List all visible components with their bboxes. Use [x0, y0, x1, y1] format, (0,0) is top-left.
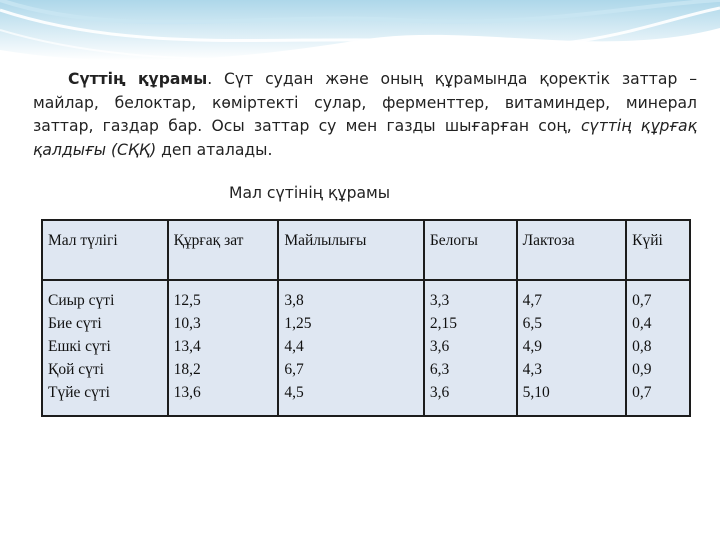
- header-cell: Лактоза: [517, 220, 627, 280]
- table-cell: 1,25: [284, 315, 312, 332]
- table-cell: Түйе сүті: [48, 384, 110, 401]
- milk-composition-table: [41, 219, 691, 417]
- table-cell: 10,3: [173, 315, 201, 332]
- table-cell: 4,9: [522, 338, 542, 355]
- table-header-row: [42, 220, 690, 280]
- protein-column: [424, 280, 517, 416]
- ash-column: [626, 280, 690, 416]
- table-cell: 0,7: [632, 384, 652, 401]
- table-cell: 0,7: [632, 292, 652, 309]
- header-cell: Құрғақ зат: [168, 220, 279, 280]
- table-cell: 0,9: [632, 361, 652, 378]
- header-cell: Белогы: [424, 220, 517, 280]
- table-cell: 3,6: [429, 338, 450, 355]
- table-caption: Мал сүтінің құрамы: [229, 184, 391, 202]
- table-cell: 0,8: [632, 338, 652, 355]
- paragraph-text-1: . Сүт судан және оның құрамында қоректік заттар – майлар, белоктар, көміртекті сулар, ферменттер, витаминдер, минерал заттар, газдар бар. Осы заттар су мен газды шығарған соң,: [33, 70, 697, 135]
- table-cell: 13,4: [173, 338, 201, 355]
- header-cell: Күйі: [626, 220, 690, 280]
- table-cell: 3,6: [429, 384, 450, 401]
- table-cell: 4,7: [522, 292, 542, 309]
- table-cell: 13,6: [173, 384, 201, 401]
- table-body-row: [42, 280, 690, 416]
- table-cell: 5,10: [522, 384, 550, 401]
- lactose-column: [517, 280, 627, 416]
- header-cell: Майлылығы: [278, 220, 424, 280]
- table-cell: Ешкі сүті: [48, 338, 111, 355]
- table-cell: 12,5: [173, 292, 201, 309]
- table-cell: 4,4: [284, 338, 304, 355]
- table-cell: 3,8: [284, 292, 304, 309]
- header-cell: Мал түлігі: [42, 220, 168, 280]
- table-cell: Сиыр сүті: [48, 292, 115, 309]
- table-cell: Қой сүті: [48, 361, 104, 378]
- table-cell: 6,7: [284, 361, 304, 378]
- table-cell: 0,4: [632, 315, 652, 332]
- paragraph-lead: Сүттің құрамы: [68, 70, 208, 88]
- table-cell: 6,5: [522, 315, 542, 332]
- table-cell: 3,3: [429, 292, 450, 309]
- fat-column: [278, 280, 424, 416]
- table-cell: 4,5: [284, 384, 304, 401]
- table-cell: 4,3: [522, 361, 542, 378]
- paragraph-term: сүттің құрғақ қалдығы (СҚҚ): [33, 117, 697, 159]
- dry-matter-column: [168, 280, 279, 416]
- table-cell: Бие сүті: [48, 315, 102, 332]
- table-cell: 18,2: [173, 361, 201, 378]
- paragraph-text-2: деп аталады.: [156, 140, 273, 159]
- intro-paragraph: [33, 68, 697, 162]
- table-cell: 2,15: [429, 315, 457, 332]
- animal-column: [42, 280, 168, 416]
- table-cell: 6,3: [429, 361, 450, 378]
